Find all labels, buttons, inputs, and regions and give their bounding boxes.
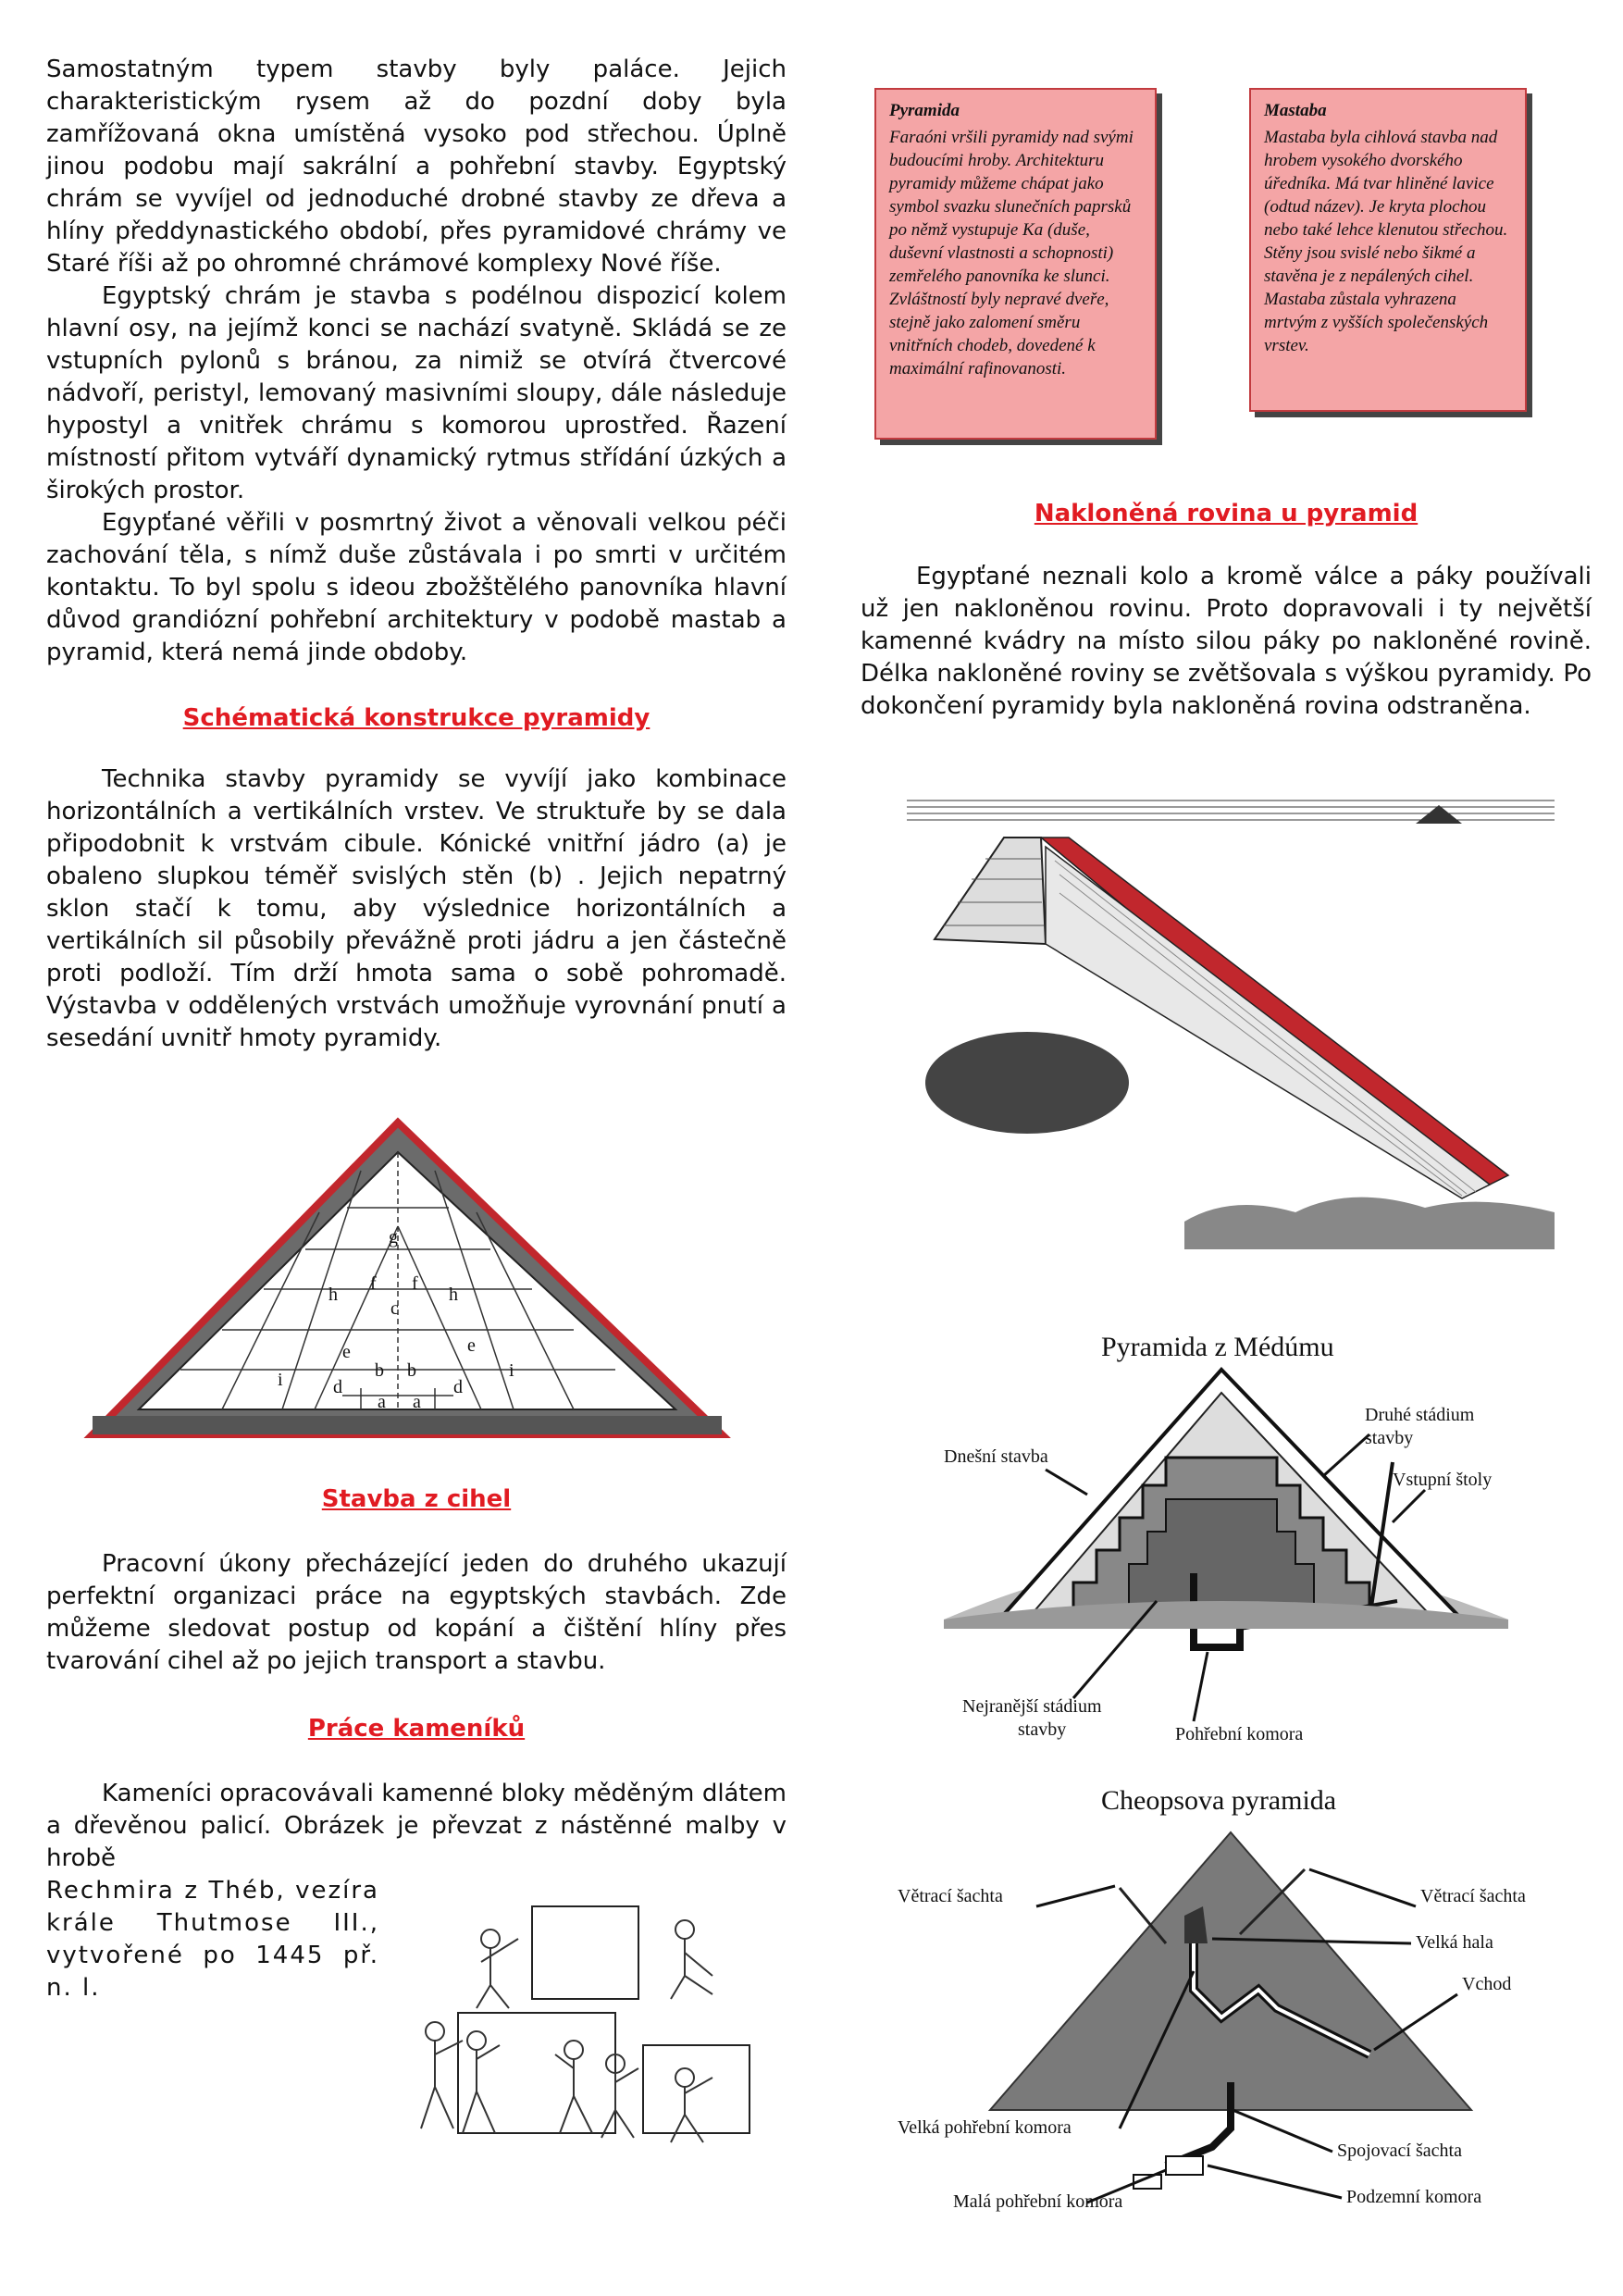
box-mastaba-text: Mastaba byla cihlová stavba nad hrobem vysokého dvorského úředníka. Má tvar hliněné lavice (odtud název). Je kryta plochou nebo také lehce klenutou střechou. Stěny jsou svislé nebo šikmé a stavěna je z nepálených cihel. Mastaba zůstala vyhrazena mrtvým z vyšších společenských vrstev. <box>1264 128 1508 355</box>
fig-letter-b2: b <box>407 1360 416 1381</box>
fig-letter-g: g <box>389 1227 398 1247</box>
box-pyramid-text: Faraóni vršili pyramidy nad svými budoucími hroby. Architekturu pyramidy můžeme chápat jako symbol svazku slunečních paprsků po němž vystupuje Ka (duše, duševní vlastnosti a schopnosti) zemřelého panovníka ke slunci. Zvláštností byly nepravé dveře, stejně jako zalomení směru vnitřních chodeb, dovedené k maximální rafinovanosti. <box>889 128 1134 379</box>
fig-letter-e1: e <box>342 1342 351 1362</box>
meidum-label-earliest2: stavby <box>1018 1719 1067 1740</box>
meidum-label-second: Druhé stádium <box>1365 1405 1475 1425</box>
meidum-pyramid-diagram <box>888 1323 1564 1758</box>
fig-letter-d1: d <box>333 1377 342 1397</box>
meidum-label-chamber: Pohřební komora <box>1175 1724 1304 1744</box>
meidum-label-shafts: Vstupní štoly <box>1393 1470 1493 1490</box>
masons-paragraph: Kameníci opracovávali kamenné bloky měděným dlátem a dřevěnou palicí. Obrázek je převzat z nástěnné malby v hrobě <box>46 1780 787 1872</box>
schematic-pyramid-figure <box>83 1115 750 1448</box>
fig-letter-a2: a <box>413 1392 421 1412</box>
fig-letter-c: c <box>390 1298 399 1319</box>
fig-letter-f2: f <box>412 1273 418 1294</box>
intro-paragraph-1: Samostatným typem stavby byly paláce. Jejich charakteristickým rysem až do pozdní doby byla zamřížovaná okna umístěná vysoko pod střechou. Úplně jinou podobu mají sakrální a pohřební stavby. Egyptský chrám se vyvíjel od jednoduché drobné stavby ze dřeva a hlíny předdynastického období, přes pyramidové chrámy ve Staré říši až po ohromné chrámové komplexy Nové říše. <box>46 56 787 278</box>
ramp-paragraph: Egypťané neznali kolo a kromě válce a páky používali už jen nakloněnou rovinu. Proto dopravovali i ty největší kamenné kvádry na místo silou páky po nakloněné rovině. Délka nakloněné roviny se zvětšovala s výškou pyramidy. Po dokončení pyramidy byla nakloněná rovina odstraněna. <box>861 563 1592 720</box>
cheops-pyramid-diagram <box>888 1777 1564 2277</box>
fig-letter-h1: h <box>328 1285 338 1305</box>
left-column <box>46 54 787 1055</box>
cheops-label-vent-left: Větrací šachta <box>898 1886 1003 1906</box>
fig-letter-b1: b <box>375 1360 384 1381</box>
schema-paragraph: Technika stavby pyramidy se vyvíjí jako kombinace horizontálních a vertikálních vrstev. Ve struktuře by se dala připodobnit k vrstvám cibule. Kónické vnitřní jádro (a) je obaleno slupkou téměř svislých stěn (b) . Jejich nepatrný sklon stačí k tomu, aby výslednice horizontálních a vertikálních sil působily převážně proti jádru a jen částečně proti podloží. Tím drží hmota sama o sobě pohromadě. Výstavba v oddělených vrstvách umožňuje vyrovnání pnutí a sesedání uvnitř hmoty pyramidy. <box>46 765 787 1052</box>
cheops-label-vent-right: Větrací šachta <box>1420 1886 1526 1906</box>
ramp-section <box>861 500 1592 723</box>
meidum-label-earliest: Nejranější stádium <box>962 1696 1102 1717</box>
info-box-mastaba <box>1249 88 1527 412</box>
cheops-title: Cheopsova pyramida <box>1101 1785 1337 1816</box>
fig-letter-e2: e <box>467 1335 476 1356</box>
heading-bricks: Stavba z cihel <box>321 1485 512 1513</box>
cheops-label-big-chamber: Velká pohřební komora <box>898 2117 1072 2138</box>
box-pyramid-title: Pyramida <box>889 101 960 120</box>
fig-letter-f1: f <box>370 1273 377 1294</box>
box-mastaba-title: Mastaba <box>1264 101 1327 120</box>
ramp-illustration <box>907 787 1555 1249</box>
heading-ramp: Nakloněná rovina u pyramid <box>1034 500 1419 527</box>
fig-letter-i2: i <box>509 1360 514 1381</box>
heading-schema: Schématická konstrukce pyramidy <box>182 704 650 732</box>
cheops-label-hall: Velká hala <box>1416 1932 1493 1953</box>
fig-letter-d2: d <box>453 1377 463 1397</box>
cheops-label-entrance: Vchod <box>1462 1974 1512 1994</box>
meidum-label-current: Dnešní stavba <box>944 1446 1048 1467</box>
meidum-label-second2: stavby <box>1365 1428 1414 1448</box>
masons-paragraph-narrow: Rechmira z Théb, vezíra krále Thutmose III., vytvořené po 1445 př. n. l. <box>46 1877 379 2002</box>
fig-letter-i1: i <box>278 1370 283 1390</box>
cheops-label-small-chamber: Malá pohřební komora <box>953 2191 1123 2212</box>
cheops-label-connecting: Spojovací šachta <box>1337 2141 1462 2161</box>
masons-illustration <box>407 1888 768 2166</box>
fig-letter-h2: h <box>449 1285 458 1305</box>
bricks-paragraph: Pracovní úkony přecházející jeden do druhého ukazují perfektní organizaci práce na egyptských stavbách. Zde můžeme sledovat postup od kopání a čištění hlíny přes tvarování cihel až po jejich transport a stavbu. <box>46 1550 787 1675</box>
fig-letter-a1: a <box>378 1392 386 1412</box>
meidum-title: Pyramida z Médúmu <box>1101 1332 1334 1362</box>
intro-paragraph-3: Egypťané věřili v posmrtný život a věnovali velkou péči zachování těla, s nímž duše zůstávala i po smrti v určitém kontaktu. To byl spolu s ideou zbožštělého panovníka hlavní důvod grandiózní pohřební architektury v podobě mastab a pyramid, která nemá jinde obdoby. <box>46 509 787 666</box>
intro-paragraph-2: Egyptský chrám je stavba s podélnou dispozicí kolem hlavní osy, na jejímž konci se nachází svatyně. Skládá se ze vstupních pylonů s bránou, za nimiž se otvírá čtvercové nádvoří, peristyl, lemovaný masivními sloupy, dále následuje hypostyl a vnitřek chrámu s komorou uprostřed. Řazení místností přitom vytváří dynamický rytmus střídání úzkých a širokých prostor. <box>46 282 787 504</box>
heading-masons: Práce kameníků <box>307 1715 526 1743</box>
cheops-label-underground: Podzemní komora <box>1346 2187 1482 2207</box>
info-box-pyramid <box>874 88 1157 440</box>
